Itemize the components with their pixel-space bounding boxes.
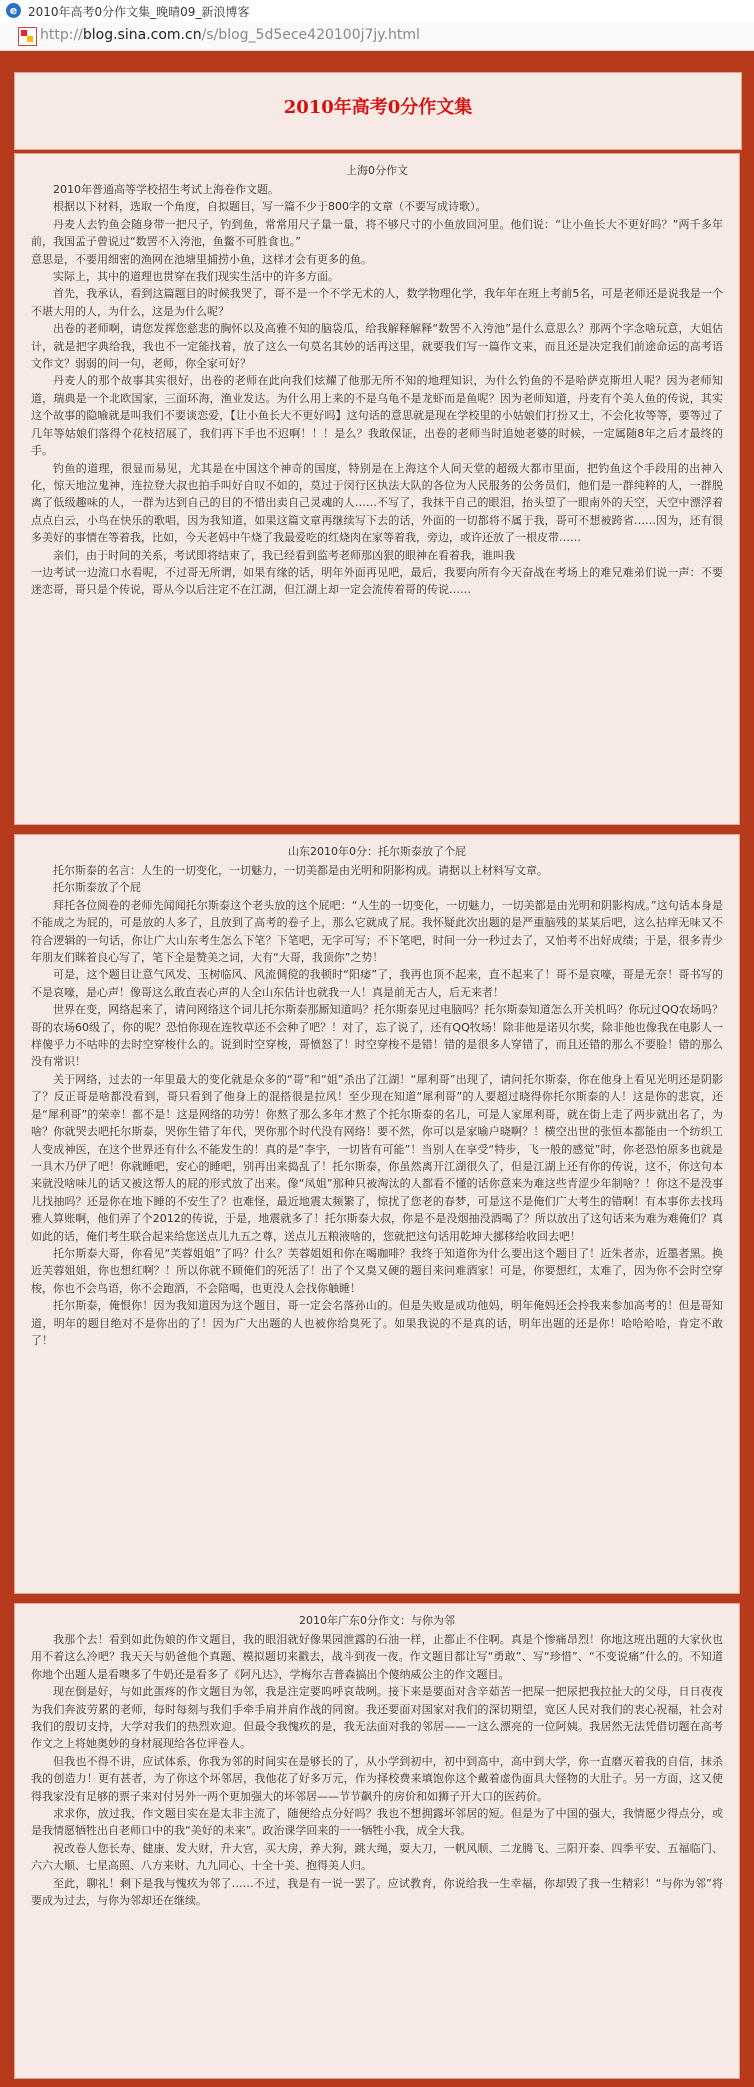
essay-shandong — [14, 834, 740, 1594]
essay-paragraph: 丹麦人去钓鱼会随身带一把尺子，钓到鱼，常常用尺子量一量，将不够尺寸的小鱼放回河里。他们说：“让小鱼长大不更好吗？”两千多年前，我国孟子曾说过“数罟不入洿池，鱼鳖不可胜食也。” — [31, 217, 723, 249]
address-bar[interactable] — [0, 22, 754, 51]
essay-title: 2010年广东0分作文：与你为邻 — [299, 1614, 455, 1627]
window-title: 2010年高考0分作文集_晚晴09_新浪博客 — [28, 5, 250, 19]
site-favicon-icon — [18, 27, 37, 46]
essay-paragraph: 亲们，由于时间的关系，考试即将结束了，我已经看到监考老师那凶狠的眼神在看着我，谁叫我 — [53, 548, 515, 562]
essay-paragraph: 祝改卷人您长寿、健康、发大财，升大官，买大房，养大狗，跳大绳，耍大刀，一帆风顺、二龙腾飞、三阳开泰、四季平安、五福临门、六六大顺、七星高照、八方来财、九九同心、十全十美、抱得美人归。 — [31, 1841, 723, 1873]
essay-paragraph: 根据以下材料，选取一个角度，自拟题目，写一篇不少于800字的文章（不要写成诗歌）。 — [53, 200, 487, 214]
essay-paragraph: 我那个去！看到如此伪娘的作文题目，我的眼泪就好像果园泄露的石油一样，止都止不住啊。真是个惨痛昂烈！你地这班出题的大家伙也用不着这么冷吧？我天天与奶爸他个真题、模拟题切来戳去，战斗到夜一夜。作文题目都让写“勇敢”、写“珍惜”、“不变说痛”什么的。不知道你地个出题人是看噢多了牛奶还是看多了《阿凡达》，学梅尔吉普森搞出个傻纳威公主的作文题目。 — [31, 1633, 723, 1681]
essay-paragraph: 托尔斯泰的名言：人生的一切变化，一切魅力，一切美都是由光明和阴影构成。请据以上材料写文章。 — [53, 864, 548, 877]
browser-icon: e — [6, 3, 21, 18]
url-text[interactable]: http://blog.sina.com.cn/s/blog_5d5ece420100j7jy.html — [40, 27, 420, 43]
essay-title: 上海0分作文 — [346, 164, 408, 177]
essay-paragraph: 托尔斯泰，俺恨你！因为我知道因为这个题目，哥一定会名落孙山的。但是失败是成功他妈，明年俺妈还会拎我来参加高考的！但是哥知道，明年的题目绝对不是你出的了！因为广大出题的人也被你给臭死了。如果我说的不是真的话，明年出题的还是你！哈哈哈哈，肯定不敢了！ — [31, 1299, 723, 1347]
essay-guangdong — [14, 1603, 740, 2079]
window-title-bar — [0, 0, 754, 23]
essay-paragraph: 首先，我承认，看到这篇题目的时候我哭了，哥不是一个不学无术的人，数学物理化学，我年年在班上考前5名，可是老师还是说我是一个不堪大用的人，为什么，这是为什么呢？ — [31, 287, 723, 318]
page-title: 2010年高考0分作文集 — [283, 97, 473, 118]
essay-paragraph: 出卷的老师啊，请您发挥您慈悲的胸怀以及高雅不知的脑袋瓜，给我解释解释“数罟不入洿池”是什么意思么？那两个字念啥玩意，大姐估计，就是把字典给我，我也不一定能找着，放了这么一句莫名其妙的话再这里，就要我们写一篇作文来，而且还是决定我们前途命运的高考语文作文？弱弱的问一句，老师，你全家可好？ — [31, 322, 723, 371]
essay-paragraph: 拜托各位阅卷的老师先闻闻托尔斯泰这个老头放的这个屁吧：“人生的一切变化，一切魅力，一切美都是由光明和阴影构成。”这句话本身是不能成之为屁的，可是放的人多了，且放到了高考的卷子上，那么它就成了屁。我怀疑此次出题的是严重脑残的某某后吧，这么拈痒无味又不符合逻辑的一句话，你让广大山东考生怎么下笔？下笔吧，无字可写；不下笔吧，时间一分一秒过去了，又怕考不出好成绩；于是，很多青少年朋友们眯着良心写了，笔下全是赞美之词，大有“大哥，我顶你”之势！ — [31, 898, 723, 965]
essay-paragraph: 关于网络，过去的一年里最大的变化就是众多的“哥”和“姐”杀出了江湖！“犀利哥”出现了，请问托尔斯泰，你在他身上看见光明还是阴影了？反正哥是啥都没看到，哥只看到了他身上的混搭很是拉风！至少现在知道“犀利哥”的人要超过晓得你托尔斯泰的人！这是你的悲哀，还是“犀利哥”的荣幸！都不是！这是网络的功劳！你熬了那么多年才熬了个托尔斯泰的名儿，可是人家犀利哥，就在街上走了两步就出名了，为啥？你就哭去吧托尔斯泰，哭你生错了年代，哭你那个时代没有网络！要不然，你可以是家喻户晓啊？！横空出世的张恒本都能由一个纺织工人变成神医，在这个世界还有什么不能发生的！真的是“李宇，一切皆有可能”！当别人在享受“特步，飞一般的感觉”时，你老恐怕原多也就是一具木乃伊了吧！你就睡吧，安心的睡吧，别再出来捣乱了！托尔斯泰，你虽然离开江湖很久了，但是江湖上还有你的传说，这不，你这句本来就没啥味儿的话又被这帮人的屁的形式放了出来。像“凤姐”那种只被淘汰的人都看不懂的话你意来为难这些青涩少年制啥？！你这不是没事儿找抽吗？还是你在地下睡的不安生了？也难怪，最近地震太频繁了，惊扰了您老的春梦，可是这不是俺们广大考生的错啊！有本事你去找玛雅人算账啊，他们弄了个2012的传说，于是，地震就多了！托尔斯泰大叔，你是不是没烟抽没酒喝了？所以放出了这句话来为难为难俺们？真如此的话，俺们考生联合起来给您送点儿九五之尊，送点儿五粮液啥的，您就把这句话用乾坤大挪移给收回去吧！ — [31, 1072, 723, 1243]
essay-shanghai — [14, 153, 740, 825]
essay-paragraph: 世界在变，网络起来了，请问网络这个词儿托尔斯泰那厮知道吗？托尔斯泰见过电脑吗？托尔斯泰知道怎么开关机吗？你玩过QQ农场吗？哥的农场60级了，你的呢？恐怕你现在连牧草还不会种了吧？！对了，忘了说了，还有QQ牧场！除非他是诺贝尔奖，除非他也像我在电影人一样傻乎力不咕咔的去时空穿梭什么的。说到时空穿梭，哥愤怒了！时空穿梭不是错！错的是很多人穿错了，而且还错的那么不要脸！错的那么没有常识！ — [31, 1003, 723, 1069]
essay-paragraph: 钓鱼的道理，很显而易见，尤其是在中国这个神奇的国度，特别是在上海这个人间天堂的超级大都市里面，把钓鱼这个手段用的出神入化，惊天地泣鬼神，连拉登大叔也拍手叫好自叹不如的，莫过于闵行区执法大队的各位为人民服务的公务员们，他们是一群纯粹的人，一群脱离了低级趣味的人，一群为达到自己的目的不惜出卖自己灵魂的人……不写了，我抹干自己的眼泪，抬头望了一眼南外的天空，天空中漂浮着点点白云，小鸟在快乐的歌唱，因为我知道，如果这篇文章再继续写下去的话，外面的一切都将不属于我，哥可不想被跨省……因为，还有很多美好的事情在等着我，比如，今天老妈中午烧了我最爱吃的红烧肉在家等着我，旁边，或许还放了一根皮带…… — [31, 461, 723, 545]
essay-paragraph: 实际上，其中的道理也贯穿在我们现实生活中的许多方面。 — [53, 270, 339, 284]
essay-paragraph: 至此，聊礼！剩下是我与愧疚为邻了……不过，我是有一说一罢了。应试教育，你说给我一生幸福，你却毁了我一生精彩！“与你为邻”将要成为过去，与你为邻却还在继续。 — [31, 1876, 723, 1908]
essay-paragraph: 托尔斯泰放了个屁 — [53, 881, 141, 895]
essay-paragraph: 一边考试一边流口水看呢，不过哥无所谓，如果有缘的话，明年外面再见吧，最后，我要向所有今天奋战在考场上的难兄难弟们说一声：不要迷恋哥，哥只是个传说，哥从今以后注定不在江湖，但江湖上却一定会流传着哥的传说…… — [31, 565, 723, 597]
essay-paragraph: 但我也不得不讲，应试体系，你我为邻的时间实在是够长的了，从小学到初中，初中到高中，高中到大学，你一直磨灭着我的自信，抹杀我的创造力！更有甚者，为了你这个坏邻居，我他花了好多万元，作为择校费来填饱你这个戴着虚伪面具大怪物的大肚子。另一方面，这又使得我家没有足够的票子来对付另外一两个更加强大的坏邻居——节节飙升的房价和如狮子开大口的医药价。 — [31, 1754, 723, 1803]
essay-paragraph: 丹麦人的那个故事其实很好，出卷的老师在此向我们炫耀了他那无所不知的地理知识，为什么钓鱼的不是哈萨克斯坦人呢？因为老师知道，瑞典是一个北欧国家，三面环海，渔业发达。为什么用上来的不是乌龟不是龙虾而是鱼呢？因为老师知道，丹麦有个美人鱼的传说，其实这个故事的隐喻就是叫我们不要谈恋爱，【让小鱼长大不更好吗】这句话的意思就是现在学校里的小姑娘们打扮又土，不会化妆等等，要等过了几年等姑娘们落得个花枝招展了，我们再下手也不迟啊！！！是么？我敢保证，出卷的老师当时追她老婆的时候，一定属随8年之后才最终的手。 — [31, 374, 723, 458]
essay-paragraph: 托尔斯泰大哥，你看见“芙蓉姐姐”了吗？什么？芙蓉姐姐和你在喝咖啡？我终于知道你为什么要出这个题目了！近朱者赤，近墨者黑。换近芙蓉姐姐，你也想红啊？！所以你就不顾俺们的死活了！出了个又臭又硬的题目来问难酒家！可是，你要想红，太难了，因为你不会时空穿梭，你也不会鸟语，你不会跑酒，不会陪喝，也更没人会找你触睡！ — [31, 1246, 723, 1295]
essay-paragraph: 2010年普通高等学校招生考试上海卷作文题。 — [53, 183, 279, 196]
essay-paragraph: 现在倒是好，与如此蛋疼的作文题目为邻，我是注定要呜呼哀哉咧。接下来是要面对含辛茹苦一把屎一把尿把我拉扯大的父母，日日夜夜为我们奔波劳累的老师，每时每刻与我们手牵手肩并肩作战的同窗。我还要面对国家对我们的深切期望，宽区人民对我们的衷心祝福，社会对我们的殷切支持，大学对我们的热烈欢迎。但最令我愧疚的是，我无法面对我的邻居——一这么漂亮的一位阿姨。我居然无法凭借切题在高考作文之上将她奥妙的身材展现给各位评卷人。 — [31, 1685, 723, 1751]
blog-header — [14, 72, 742, 150]
essay-title: 山东2010年0分：托尔斯泰放了个屁 — [288, 845, 466, 858]
essay-paragraph: 可是，这个题目让意气风发、玉树临风、风流倜傥的我顿时“阳痿”了，我再也顶不起来，直不起来了！哥不是哀嚎，哥是无奈！哥书写的不是哀嚎，是心声！像哥这么敢直表心声的人全山东估计也就我一人！真是前无古人，后无来者！ — [31, 968, 723, 999]
essay-paragraph: 意思是，不要用细密的渔网在池塘里捕捞小鱼，这样才会有更多的鱼。 — [31, 252, 372, 266]
essay-paragraph: 求求你，放过我，作文题目实在是太非主流了，随便给点分好吗？我也不想拥露坏邻居的短。但是为了中国的强大，我情愿少得点分，或是我情愿牺牲出自老师口中的我“美好的未来”。政治课学回来的一一牺牲小我，成全大我。 — [31, 1807, 723, 1838]
